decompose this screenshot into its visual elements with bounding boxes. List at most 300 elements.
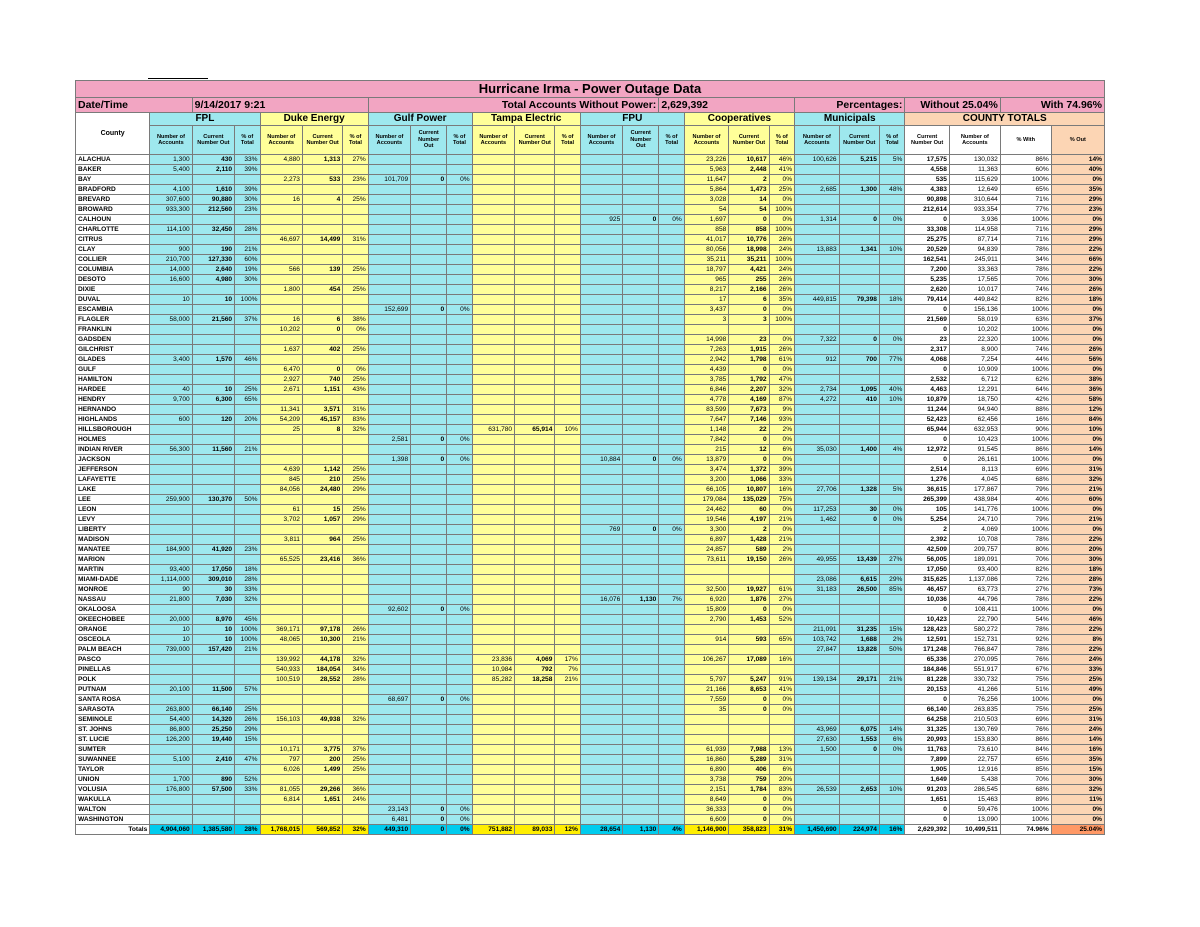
- muni-accounts-cell: [795, 655, 840, 665]
- duke-pct-cell: 25%: [343, 535, 368, 545]
- fpl-out-cell: 19,440: [192, 735, 234, 745]
- tampa-pct-cell: [555, 775, 580, 785]
- tampa-out-cell: [515, 205, 555, 215]
- muni-out-cell: [839, 325, 879, 335]
- duke-accounts-cell: [260, 335, 302, 345]
- percent-out-cell: 18%: [1051, 565, 1104, 575]
- tampa-pct-cell: [555, 635, 580, 645]
- muni-out-cell: [839, 265, 879, 275]
- fpu-out-cell: [623, 445, 659, 455]
- duke-pct-cell: 34%: [343, 665, 368, 675]
- fpu-out-cell: [623, 515, 659, 525]
- county-row: [76, 165, 1105, 175]
- county-name: HILLSBOROUGH: [76, 425, 150, 435]
- duke-pct-cell: 31%: [343, 405, 368, 415]
- coop-out-cell: 759: [729, 775, 769, 785]
- fpl-out-cell: 7,030: [192, 595, 234, 605]
- coop-accounts-cell: 54: [684, 205, 729, 215]
- fpl-accounts-cell: [150, 695, 192, 705]
- county-row: [76, 565, 1105, 575]
- county-name: GULF: [76, 365, 150, 375]
- duke-pct-cell: 28%: [343, 675, 368, 685]
- total-accounts-header: Number of Accounts: [949, 126, 1000, 155]
- county-name: PUTNAM: [76, 685, 150, 695]
- gulf-pct-cell: [447, 535, 472, 545]
- coop-out-cell: 1,876: [729, 595, 769, 605]
- duke-current-number-out-header: Current Number Out: [302, 126, 342, 155]
- tampa-accounts-cell: [472, 275, 514, 285]
- fpu-out-cell: [623, 195, 659, 205]
- fpl-out-cell: 890: [192, 775, 234, 785]
- percent-out-cell: 49%: [1051, 685, 1104, 695]
- tampa-out-cell: [515, 365, 555, 375]
- duke-accounts-cell: [260, 185, 302, 195]
- muni-accounts-cell: [795, 565, 840, 575]
- tampa-accounts-cell: [472, 155, 514, 165]
- percent-out-cell: 25.04%: [1051, 825, 1104, 835]
- muni-out-cell: [839, 775, 879, 785]
- coop-out-cell: 1,066: [729, 475, 769, 485]
- muni-out-cell: [839, 525, 879, 535]
- gulf-accounts-cell: [368, 155, 410, 165]
- county-name: TAYLOR: [76, 765, 150, 775]
- gulf-out-cell: [411, 185, 447, 195]
- gulf-pct-cell: [447, 545, 472, 555]
- county-row: [76, 675, 1105, 685]
- tampa-out-cell: [515, 455, 555, 465]
- tampa-out-cell: [515, 175, 555, 185]
- fpu-accounts-cell: [580, 385, 622, 395]
- tampa-accounts-cell: [472, 755, 514, 765]
- gulf-pct-cell: [447, 205, 472, 215]
- gulf-pct-cell: [447, 705, 472, 715]
- tampa-accounts-cell: [472, 175, 514, 185]
- gulf-out-cell: [411, 795, 447, 805]
- coop-out-cell: 0: [729, 795, 769, 805]
- fpu-accounts-cell: [580, 505, 622, 515]
- muni-out-cell: [839, 795, 879, 805]
- total-accounts-cell: 26,161: [949, 455, 1000, 465]
- fpu-out-cell: [623, 235, 659, 245]
- county-row: [76, 245, 1105, 255]
- total-out-cell: 23: [905, 335, 950, 345]
- county-name: CLAY: [76, 245, 150, 255]
- fpu-accounts-cell: [580, 275, 622, 285]
- fpu-pct-cell: [659, 535, 684, 545]
- fpl-accounts-cell: [150, 325, 192, 335]
- county-row: [76, 715, 1105, 725]
- muni-accounts-cell: 1,314: [795, 215, 840, 225]
- county-row: [76, 555, 1105, 565]
- total-accounts-cell: 93,400: [949, 565, 1000, 575]
- fpu-pct-cell: [659, 735, 684, 745]
- total-out-cell: 315,625: [905, 575, 950, 585]
- duke-accounts-cell: [260, 595, 302, 605]
- coop-number-of-accounts-header: Number of Accounts: [684, 126, 729, 155]
- gulf-accounts-cell: [368, 325, 410, 335]
- fpl-pct-cell: 30%: [235, 275, 260, 285]
- total-accounts-cell: 189,091: [949, 555, 1000, 565]
- duke-out-cell: 402: [302, 345, 342, 355]
- muni-current-number-out-header: Current Number Out: [839, 126, 879, 155]
- gulf-pct-cell: [447, 565, 472, 575]
- percent-out-cell: 56%: [1051, 355, 1104, 365]
- percent-with-cell: 82%: [1000, 295, 1051, 305]
- county-row: [76, 525, 1105, 535]
- gulf-out-cell: [411, 575, 447, 585]
- muni-pct-cell: [879, 535, 904, 545]
- duke-pct-cell: [343, 215, 368, 225]
- duke-out-cell: 10,300: [302, 635, 342, 645]
- tampa-accounts-cell: [472, 485, 514, 495]
- total-out-cell: 5,235: [905, 275, 950, 285]
- gulf-accounts-cell: [368, 415, 410, 425]
- fpu-pct-cell: [659, 245, 684, 255]
- percent-with-cell: 70%: [1000, 555, 1051, 565]
- fpl-out-cell: 190: [192, 245, 234, 255]
- muni-pct-cell: 0%: [879, 215, 904, 225]
- total-out-cell: 12,972: [905, 445, 950, 455]
- fpu-pct-cell: [659, 465, 684, 475]
- fpu-accounts-cell: [580, 715, 622, 725]
- tampa-accounts-cell: [472, 325, 514, 335]
- county-name: DUVAL: [76, 295, 150, 305]
- fpu-out-cell: 0: [623, 525, 659, 535]
- fpu-accounts-cell: [580, 775, 622, 785]
- duke-out-cell: 0: [302, 365, 342, 375]
- fpl-accounts-cell: [150, 655, 192, 665]
- county-name: ALACHUA: [76, 155, 150, 165]
- total-accounts-cell: 76,256: [949, 695, 1000, 705]
- coop-pct-cell: 24%: [769, 245, 794, 255]
- county-name: GLADES: [76, 355, 150, 365]
- total-out-cell: 4,558: [905, 165, 950, 175]
- tampa-accounts-cell: 751,882: [472, 825, 514, 835]
- gulf-pct-cell: [447, 775, 472, 785]
- tampa-out-cell: [515, 375, 555, 385]
- percent-with-cell: 42%: [1000, 395, 1051, 405]
- fpu-number-of-accounts-header: Number of Accounts: [580, 126, 622, 155]
- totals-label: Totals: [76, 825, 150, 835]
- gulf-accounts-cell: 101,709: [368, 175, 410, 185]
- county-name: BREVARD: [76, 195, 150, 205]
- fpl-pct-cell: 100%: [235, 295, 260, 305]
- fpu-pct-cell: [659, 205, 684, 215]
- total-accounts-cell: 87,714: [949, 235, 1000, 245]
- county-name: MANATEE: [76, 545, 150, 555]
- tampa-accounts-cell: [472, 765, 514, 775]
- tampa-pct-cell: [555, 445, 580, 455]
- gulf-pct-cell: [447, 245, 472, 255]
- duke-out-cell: [302, 305, 342, 315]
- fpl-pct-cell: [235, 455, 260, 465]
- fpl-out-cell: [192, 745, 234, 755]
- county-name: NASSAU: [76, 595, 150, 605]
- fpu-accounts-cell: [580, 245, 622, 255]
- duke-out-cell: [302, 645, 342, 655]
- total-out-cell: 56,005: [905, 555, 950, 565]
- total-accounts-cell: 156,136: [949, 305, 1000, 315]
- percent-with-cell: 78%: [1000, 595, 1051, 605]
- fpu-out-cell: [623, 255, 659, 265]
- muni-pct-cell: [879, 175, 904, 185]
- coop-pct-cell: 83%: [769, 785, 794, 795]
- fpl-accounts-cell: [150, 425, 192, 435]
- percent-out-cell: 73%: [1051, 585, 1104, 595]
- fpl-pct-cell: 50%: [235, 495, 260, 505]
- percent-out-cell: 31%: [1051, 715, 1104, 725]
- fpl-out-cell: [192, 425, 234, 435]
- fpl-accounts-cell: 4,904,060: [150, 825, 192, 835]
- coop-accounts-cell: 15,809: [684, 605, 729, 615]
- gulf-out-cell: 0: [411, 435, 447, 445]
- tampa-pct-cell: 17%: [555, 655, 580, 665]
- fpl-accounts-cell: [150, 305, 192, 315]
- duke-accounts-cell: 6,470: [260, 365, 302, 375]
- muni-out-cell: [839, 545, 879, 555]
- coop-pct-cell: 0%: [769, 605, 794, 615]
- coop-pct-cell: [769, 715, 794, 725]
- duke-pct-cell: [343, 295, 368, 305]
- percent-with-cell: 82%: [1000, 565, 1051, 575]
- duke-pct-cell: 24%: [343, 795, 368, 805]
- tampa-out-cell: [515, 505, 555, 515]
- duke-out-cell: 210: [302, 475, 342, 485]
- coop-accounts-cell: 7,559: [684, 695, 729, 705]
- tampa-pct-cell: [555, 715, 580, 725]
- muni-out-cell: 0: [839, 745, 879, 755]
- total-out-cell: 21,569: [905, 315, 950, 325]
- fpu-accounts-cell: [580, 415, 622, 425]
- fpu-pct-cell: [659, 335, 684, 345]
- muni-out-cell: [839, 565, 879, 575]
- fpl-out-cell: [192, 455, 234, 465]
- duke-out-cell: 1,057: [302, 515, 342, 525]
- tampa-pct-cell: [555, 395, 580, 405]
- fpu-pct-cell: [659, 775, 684, 785]
- fpl-out-cell: 212,560: [192, 205, 234, 215]
- muni-accounts-cell: 211,091: [795, 625, 840, 635]
- duke-accounts-cell: 1,637: [260, 345, 302, 355]
- fpl-out-cell: 32,450: [192, 225, 234, 235]
- percent-out-cell: 16%: [1051, 745, 1104, 755]
- fpu-accounts-cell: [580, 675, 622, 685]
- fpl-pct-cell: 37%: [235, 315, 260, 325]
- muni-out-cell: 26,500: [839, 585, 879, 595]
- fpl-pct-cell: [235, 665, 260, 675]
- fpl-accounts-cell: 263,800: [150, 705, 192, 715]
- fpu-out-cell: [623, 675, 659, 685]
- gulf-pct-cell: [447, 215, 472, 225]
- percent-with-cell: 65%: [1000, 185, 1051, 195]
- fpl-out-cell: 430: [192, 155, 234, 165]
- coop-accounts-cell: 5,864: [684, 185, 729, 195]
- total-out-cell: 0: [905, 815, 950, 825]
- gulf-out-cell: [411, 585, 447, 595]
- fpu-accounts-cell: [580, 705, 622, 715]
- coop-accounts-cell: 11,647: [684, 175, 729, 185]
- coop-pct-cell: 87%: [769, 395, 794, 405]
- duke-out-cell: 454: [302, 285, 342, 295]
- gulf-out-cell: [411, 315, 447, 325]
- coop-pct-cell: 75%: [769, 495, 794, 505]
- gulf-pct-cell: [447, 655, 472, 665]
- county-header: County: [76, 113, 150, 155]
- county-row: [76, 535, 1105, 545]
- muni-out-cell: [839, 275, 879, 285]
- gulf-accounts-cell: [368, 735, 410, 745]
- total-out-cell: 7,200: [905, 265, 950, 275]
- gulf-accounts-cell: [368, 205, 410, 215]
- fpu-percent-of-total-header: % of Total: [659, 126, 684, 155]
- duke-pct-cell: 36%: [343, 555, 368, 565]
- muni-accounts-cell: 49,955: [795, 555, 840, 565]
- percent-with-cell: 16%: [1000, 415, 1051, 425]
- tampa-out-cell: [515, 685, 555, 695]
- county-name: INDIAN RIVER: [76, 445, 150, 455]
- percent-out-cell: 0%: [1051, 505, 1104, 515]
- tampa-pct-cell: [555, 405, 580, 415]
- gulf-pct-cell: [447, 575, 472, 585]
- county-row: [76, 365, 1105, 375]
- percent-out-cell: 0%: [1051, 305, 1104, 315]
- gulf-accounts-cell: [368, 685, 410, 695]
- fpl-out-cell: [192, 605, 234, 615]
- county-row: [76, 195, 1105, 205]
- fpu-out-cell: [623, 365, 659, 375]
- tampa-out-cell: [515, 725, 555, 735]
- fpl-out-cell: [192, 655, 234, 665]
- fpl-out-cell: 8,970: [192, 615, 234, 625]
- county-row: [76, 515, 1105, 525]
- tampa-accounts-cell: [472, 745, 514, 755]
- total-out-cell: 0: [905, 365, 950, 375]
- percent-out-cell: 0%: [1051, 805, 1104, 815]
- fpl-pct-cell: [235, 425, 260, 435]
- gulf-out-cell: [411, 165, 447, 175]
- duke-pct-cell: [343, 165, 368, 175]
- gulf-pct-cell: [447, 515, 472, 525]
- muni-pct-cell: 15%: [879, 625, 904, 635]
- fpl-out-cell: 90,880: [192, 195, 234, 205]
- fpl-pct-cell: [235, 345, 260, 355]
- tampa-out-cell: [515, 445, 555, 455]
- county-row: [76, 595, 1105, 605]
- total-accounts-cell: 5,438: [949, 775, 1000, 785]
- county-name: SEMINOLE: [76, 715, 150, 725]
- total-accounts-cell: 115,629: [949, 175, 1000, 185]
- percent-with-cell: 100%: [1000, 455, 1051, 465]
- total-accounts-cell: 270,095: [949, 655, 1000, 665]
- fpl-pct-cell: [235, 535, 260, 545]
- total-accounts-cell: 62,456: [949, 415, 1000, 425]
- total-accounts-cell: 22,757: [949, 755, 1000, 765]
- percent-out-cell: 14%: [1051, 155, 1104, 165]
- group-county-totals: COUNTY TOTALS: [905, 113, 1105, 126]
- fpl-out-cell: 10: [192, 295, 234, 305]
- muni-accounts-cell: [795, 695, 840, 705]
- gulf-pct-cell: [447, 385, 472, 395]
- county-name: CITRUS: [76, 235, 150, 245]
- fpu-pct-cell: [659, 365, 684, 375]
- gulf-pct-cell: 0%: [447, 805, 472, 815]
- gulf-out-cell: [411, 595, 447, 605]
- duke-accounts-cell: [260, 165, 302, 175]
- total-accounts-cell: 10,017: [949, 285, 1000, 295]
- percent-out-cell: 8%: [1051, 635, 1104, 645]
- percent-out-cell: 12%: [1051, 405, 1104, 415]
- fpl-out-cell: [192, 815, 234, 825]
- county-row: [76, 765, 1105, 775]
- muni-out-cell: [839, 605, 879, 615]
- total-accounts-cell: 263,835: [949, 705, 1000, 715]
- fpl-accounts-cell: [150, 455, 192, 465]
- duke-out-cell: [302, 225, 342, 235]
- muni-out-cell: [839, 425, 879, 435]
- duke-pct-cell: [343, 225, 368, 235]
- fpu-out-cell: 0: [623, 455, 659, 465]
- fpu-current-number-out-header: Current Number Out: [623, 126, 659, 155]
- tampa-pct-cell: 12%: [555, 825, 580, 835]
- gulf-accounts-cell: [368, 445, 410, 455]
- tampa-accounts-cell: [472, 645, 514, 655]
- muni-pct-cell: 10%: [879, 395, 904, 405]
- fpl-number-of-accounts-header: Number of Accounts: [150, 126, 192, 155]
- tampa-out-cell: [515, 245, 555, 255]
- tampa-out-cell: [515, 775, 555, 785]
- tampa-pct-cell: 21%: [555, 675, 580, 685]
- muni-out-cell: [839, 205, 879, 215]
- coop-pct-cell: 21%: [769, 535, 794, 545]
- total-accounts-cell: 310,644: [949, 195, 1000, 205]
- county-name: LAFAYETTE: [76, 475, 150, 485]
- tampa-accounts-cell: [472, 405, 514, 415]
- percent-without: Without 25.04%: [905, 98, 1000, 113]
- fpl-pct-cell: 57%: [235, 685, 260, 695]
- tampa-pct-cell: [555, 345, 580, 355]
- muni-accounts-cell: 4,272: [795, 395, 840, 405]
- muni-out-cell: 30: [839, 505, 879, 515]
- fpl-accounts-cell: 1,700: [150, 775, 192, 785]
- total-out-cell: 4,068: [905, 355, 950, 365]
- duke-accounts-cell: [260, 455, 302, 465]
- fpu-accounts-cell: [580, 625, 622, 635]
- muni-pct-cell: 50%: [879, 645, 904, 655]
- tampa-out-cell: [515, 395, 555, 405]
- tampa-pct-cell: [555, 335, 580, 345]
- gulf-pct-cell: [447, 595, 472, 605]
- muni-out-cell: 79,398: [839, 295, 879, 305]
- muni-pct-cell: [879, 465, 904, 475]
- gulf-accounts-cell: [368, 165, 410, 175]
- muni-out-cell: [839, 695, 879, 705]
- county-row: [76, 795, 1105, 805]
- gulf-pct-cell: [447, 315, 472, 325]
- fpl-accounts-cell: 1,114,000: [150, 575, 192, 585]
- tampa-number-of-accounts-header: Number of Accounts: [472, 126, 514, 155]
- county-name: OKALOOSA: [76, 605, 150, 615]
- duke-out-cell: [302, 775, 342, 785]
- duke-accounts-cell: 65,525: [260, 555, 302, 565]
- muni-pct-cell: 40%: [879, 385, 904, 395]
- duke-out-cell: [302, 295, 342, 305]
- fpl-out-cell: [192, 305, 234, 315]
- county-name: LEE: [76, 495, 150, 505]
- muni-pct-cell: [879, 815, 904, 825]
- coop-accounts-cell: 24,462: [684, 505, 729, 515]
- county-row: [76, 395, 1105, 405]
- tampa-accounts-cell: [472, 575, 514, 585]
